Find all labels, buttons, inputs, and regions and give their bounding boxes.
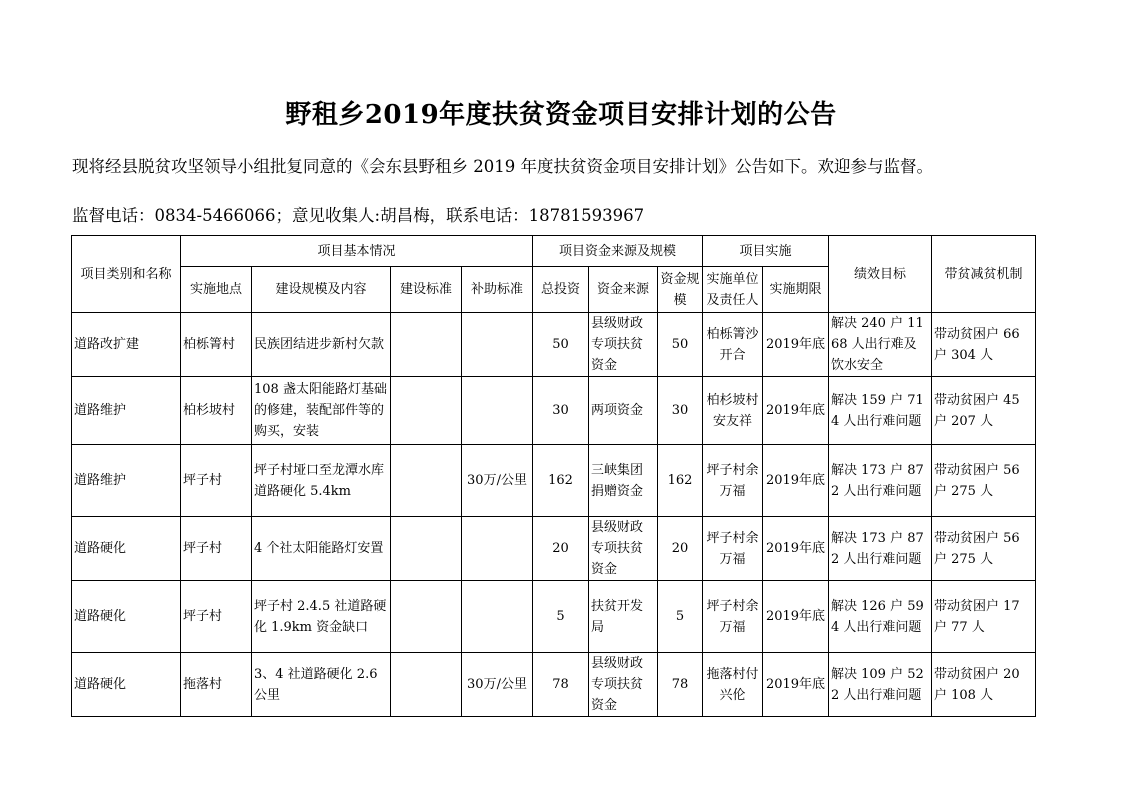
cell-fund-scale: 162 — [658, 445, 703, 517]
cell-fund-scale: 50 — [658, 313, 703, 377]
header-goal: 绩效目标 — [829, 236, 932, 313]
cell-scale: 108 盏太阳能路灯基础的修建，装配部件等的购买，安装 — [252, 377, 391, 445]
cell-period: 2019年底 — [763, 653, 829, 717]
cell-mechanism: 带动贫困户 20 户 108 人 — [932, 653, 1036, 717]
cell-total: 78 — [533, 653, 589, 717]
table-row — [72, 517, 1036, 581]
cell-category: 道路维护 — [72, 445, 181, 517]
cell-source: 县级财政专项扶贫资金 — [589, 313, 658, 377]
cell-total: 20 — [533, 517, 589, 581]
cell-unit: 柏栎箐沙开合 — [703, 313, 763, 377]
cell-goal: 解决 173 户 872 人出行难问题 — [829, 445, 932, 517]
cell-category: 道路改扩建 — [72, 313, 181, 377]
table-row — [72, 653, 1036, 717]
cell-unit: 坪子村余万福 — [703, 445, 763, 517]
cell-period: 2019年底 — [763, 445, 829, 517]
header-period: 实施期限 — [763, 267, 829, 313]
cell-total: 5 — [533, 581, 589, 653]
table-row — [72, 313, 1036, 377]
project-table — [71, 235, 1036, 717]
cell-mechanism: 带动贫困户 45 户 207 人 — [932, 377, 1036, 445]
cell-unit: 坪子村余万福 — [703, 517, 763, 581]
header-basic-info: 项目基本情况 — [181, 236, 533, 267]
cell-category: 道路硬化 — [72, 653, 181, 717]
cell-scale: 民族团结进步新村欠款 — [252, 313, 391, 377]
cell-goal: 解决 109 户 522 人出行难问题 — [829, 653, 932, 717]
cell-goal: 解决 173 户 872 人出行难问题 — [829, 517, 932, 581]
cell-period: 2019年底 — [763, 377, 829, 445]
cell-fund-scale: 5 — [658, 581, 703, 653]
cell-goal: 解决 126 户 594 人出行难问题 — [829, 581, 932, 653]
intro-text: 现将经县脱贫攻坚领导小组批复同意的《会东县野租乡 2019 年度扶贫资金项目安排计划》公告如下。欢迎参与监督。 — [72, 157, 933, 176]
header-total: 总投资 — [533, 267, 589, 313]
cell-subsidy: 30万/公里 — [462, 653, 533, 717]
cell-unit: 坪子村余万福 — [703, 581, 763, 653]
cell-standard — [391, 653, 462, 717]
header-standard: 建设标准 — [391, 267, 462, 313]
cell-location: 柏栎箐村 — [181, 313, 252, 377]
cell-fund-scale: 20 — [658, 517, 703, 581]
cell-total: 162 — [533, 445, 589, 517]
header-funding: 项目资金来源及规模 — [533, 236, 703, 267]
header-subsidy: 补助标准 — [462, 267, 533, 313]
cell-mechanism: 带动贫困户 66 户 304 人 — [932, 313, 1036, 377]
cell-scale: 坪子村 2.4.5 社道路硬化 1.9km 资金缺口 — [252, 581, 391, 653]
header-location: 实施地点 — [181, 267, 252, 313]
cell-scale: 坪子村垭口至龙潭水库道路硬化 5.4km — [252, 445, 391, 517]
cell-standard — [391, 445, 462, 517]
cell-scale: 4 个社太阳能路灯安置 — [252, 517, 391, 581]
cell-fund-scale: 78 — [658, 653, 703, 717]
cell-subsidy — [462, 517, 533, 581]
header-fund-scale: 资金规模 — [658, 267, 703, 313]
cell-subsidy — [462, 377, 533, 445]
cell-location: 坪子村 — [181, 517, 252, 581]
cell-period: 2019年底 — [763, 581, 829, 653]
cell-period: 2019年底 — [763, 313, 829, 377]
cell-standard — [391, 313, 462, 377]
cell-category: 道路硬化 — [72, 517, 181, 581]
header-mechanism: 带贫减贫机制 — [932, 236, 1036, 313]
cell-category: 道路硬化 — [72, 581, 181, 653]
header-implementation: 项目实施 — [703, 236, 829, 267]
cell-source: 三峡集团捐赠资金 — [589, 445, 658, 517]
cell-standard — [391, 581, 462, 653]
cell-location: 柏杉坡村 — [181, 377, 252, 445]
cell-total: 30 — [533, 377, 589, 445]
cell-goal: 解决 159 户 714 人出行难问题 — [829, 377, 932, 445]
cell-scale: 3、4 社道路硬化 2.6 公里 — [252, 653, 391, 717]
cell-mechanism: 带动贫困户 56 户 275 人 — [932, 517, 1036, 581]
cell-period: 2019年底 — [763, 517, 829, 581]
cell-total: 50 — [533, 313, 589, 377]
cell-location: 拖落村 — [181, 653, 252, 717]
cell-subsidy — [462, 313, 533, 377]
contact-info: 监督电话：0834-5466066；意见收集人:胡昌梅，联系电话：18781593967 — [72, 206, 645, 225]
table-row — [72, 445, 1036, 517]
header-unit: 实施单位及责任人 — [703, 267, 763, 313]
table-row — [72, 581, 1036, 653]
cell-fund-scale: 30 — [658, 377, 703, 445]
header-scale: 建设规模及内容 — [252, 267, 391, 313]
cell-subsidy: 30万/公里 — [462, 445, 533, 517]
cell-source: 县级财政专项扶贫资金 — [589, 653, 658, 717]
cell-unit: 柏杉坡村安友祥 — [703, 377, 763, 445]
cell-location: 坪子村 — [181, 581, 252, 653]
cell-mechanism: 带动贫困户 17 户 77 人 — [932, 581, 1036, 653]
page-title: 野租乡2019年度扶贫资金项目安排计划的公告 — [285, 100, 837, 130]
cell-source: 县级财政专项扶贫资金 — [589, 517, 658, 581]
table-row — [72, 377, 1036, 445]
cell-goal: 解决 240 户 1168 人出行难及饮水安全 — [829, 313, 932, 377]
cell-unit: 拖落村付兴伦 — [703, 653, 763, 717]
cell-standard — [391, 377, 462, 445]
header-source: 资金来源 — [589, 267, 658, 313]
cell-source: 两项资金 — [589, 377, 658, 445]
cell-location: 坪子村 — [181, 445, 252, 517]
cell-source: 扶贫开发局 — [589, 581, 658, 653]
cell-subsidy — [462, 581, 533, 653]
cell-category: 道路维护 — [72, 377, 181, 445]
cell-mechanism: 带动贫困户 56 户 275 人 — [932, 445, 1036, 517]
header-category: 项目类别和名称 — [72, 236, 181, 313]
cell-standard — [391, 517, 462, 581]
